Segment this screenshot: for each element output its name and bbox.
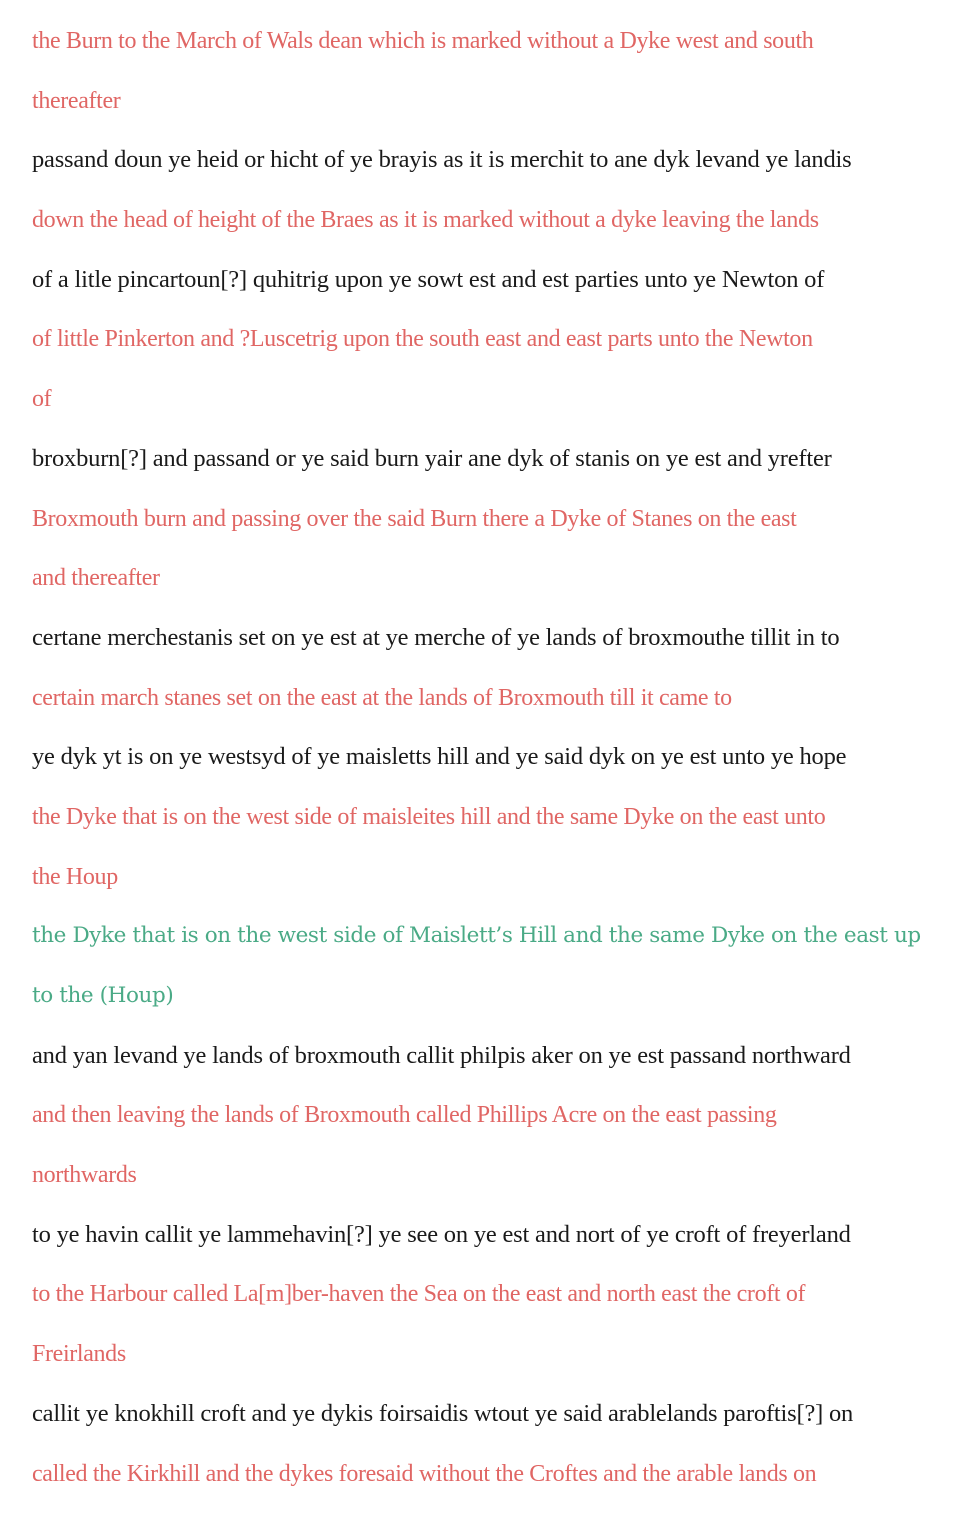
line-translation: Freirlands (32, 1341, 126, 1368)
line-original: callit ye knokhill croft and ye dykis foirsaidis wtout ye said arablelands paroftis[?] on (32, 1399, 854, 1427)
line-modern: to the (Houp) (32, 983, 174, 1008)
transcription-lines (32, 22, 932, 1514)
line-translation: and thereafter (32, 565, 160, 592)
line-original: and yan levand ye lands of broxmouth callit philpis aker on ye est passand northward (32, 1041, 851, 1069)
line-translation: the Burn to the March of Wals dean which is marked without a Dyke west and south (32, 28, 814, 54)
line-translation: of (32, 386, 52, 413)
line-translation: of little Pinkerton and ?Luscetrig upon the south east and east parts unto the Newton (32, 326, 813, 353)
line-original: passand doun ye heid or hicht of ye brayis as it is merchit to ane dyk levand ye landis (32, 146, 852, 174)
line-translation: to the Harbour called La[m]ber-haven the Sea on the east and north east the croft of (32, 1281, 806, 1308)
line-translation: called the Kirkhill and the dykes foresaid without the Croftes and the arable lands on (32, 1460, 817, 1487)
line-translation: down the head of height of the Braes as it is marked without a dyke leaving the lands (32, 207, 819, 234)
line-original: to ye havin callit ye lammehavin[?] ye see on ye est and nort of ye croft of freyerland (32, 1220, 851, 1248)
line-modern: the Dyke that is on the west side of Maislett’s Hill and the same Dyke on the east up (32, 923, 921, 949)
line-translation: Broxmouth burn and passing over the said Burn there a Dyke of Stanes on the east (32, 505, 797, 532)
line-original: certane merchestanis set on ye est at ye merche of ye lands of broxmouthe tillit in to (32, 623, 840, 651)
line-original: ye dyk yt is on ye westsyd of ye maisletts hill and ye said dyk on ye est unto ye hope (32, 743, 847, 771)
line-translation: certain march stanes set on the east at the lands of Broxmouth till it came to (32, 684, 732, 711)
line-original: broxburn[?] and passand or ye said burn yair ane dyk of stanis on ye est and yrefter (32, 444, 832, 472)
line-translation: the Houp (32, 863, 118, 890)
line-translation: and then leaving the lands of Broxmouth called Phillips Acre on the east passing (32, 1102, 777, 1129)
line-translation: thereafter (32, 87, 121, 114)
line-original: of a litle pincartoun[?] quhitrig upon ye sowt est and est parties unto ye Newton of (32, 265, 825, 293)
line-translation: the Dyke that is on the west side of maisleites hill and the same Dyke on the east unto (32, 803, 826, 830)
line-translation: northwards (32, 1162, 137, 1189)
